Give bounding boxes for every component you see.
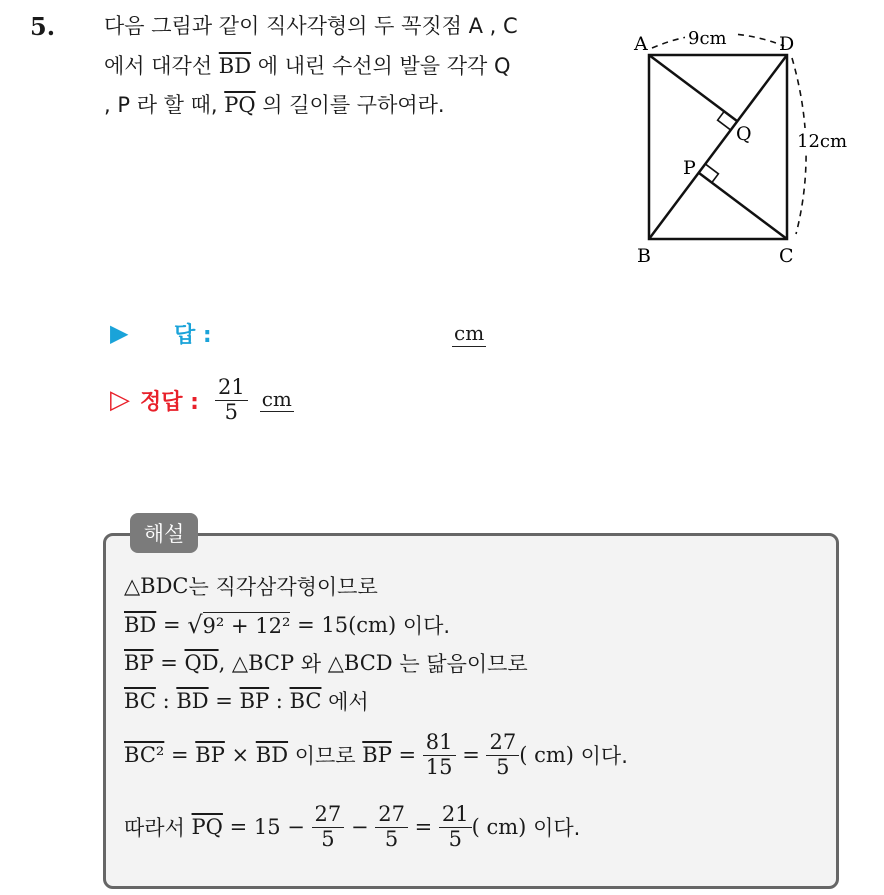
segment-pq: $\overline{PQ}$ <box>191 815 223 839</box>
times: × <box>224 743 256 767</box>
fraction-numerator: 81 <box>423 731 456 755</box>
solution-tab: 해설 <box>130 513 198 553</box>
solution-text: 이다. <box>396 614 451 638</box>
rectangle-figure <box>620 20 880 280</box>
solution-line-1 <box>124 570 378 602</box>
fraction-81-15 <box>423 731 456 778</box>
question-number: 5. <box>30 12 56 41</box>
fraction-denominator: 5 <box>224 399 239 424</box>
question-text: 의 길이를 구하여라. <box>255 93 445 117</box>
segment-bp: $\overline{BP}$ <box>124 651 154 675</box>
point-label-q: Q <box>736 123 752 145</box>
diagonal-bd <box>649 55 787 239</box>
correct-arrow-icon: ▷ <box>110 385 130 415</box>
solution-text: 는 직각삼각형이므로 <box>188 575 378 599</box>
vertex-label-d: D <box>779 33 795 55</box>
triangle-bcp: , △BCP <box>218 651 295 675</box>
solution-line-2 <box>124 608 450 642</box>
solution-text: 와 <box>294 652 328 676</box>
unit: ( cm) <box>519 743 574 767</box>
result: = 15(cm) <box>290 613 397 637</box>
fraction-27-5 <box>486 731 519 778</box>
answer-arrow-icon: ▶ <box>110 319 129 347</box>
equals: = <box>153 651 185 675</box>
segment-bd: $\overline{BD}$ <box>255 743 289 767</box>
solution-text: 에서 <box>321 690 369 714</box>
expression: = 15 − <box>222 815 312 839</box>
segment-bp: $\overline{BP}$ <box>362 743 392 767</box>
equals: = <box>156 613 188 637</box>
segment-bc: $\overline{BC}$ <box>289 689 322 713</box>
question-line-1: 다음 그림과 같이 직사각형의 두 꼭짓점 A , C <box>104 14 518 38</box>
segment-bp: $\overline{BP}$ <box>195 743 225 767</box>
fraction-denominator: 5 <box>384 826 399 851</box>
correct-label: 정답 : <box>140 389 199 415</box>
point-label-p: P <box>683 157 696 179</box>
fraction-denominator: 15 <box>425 754 453 779</box>
correct-fraction <box>215 376 248 423</box>
correct-answer-row <box>110 370 294 430</box>
fraction-numerator: 27 <box>486 731 519 755</box>
question-line-3 <box>104 91 445 119</box>
question-text: 에서 대각선 <box>104 54 219 78</box>
segment-bc: $\overline{BC}$ <box>124 689 156 713</box>
fraction-numerator: 27 <box>375 803 408 827</box>
fraction-numerator: 21 <box>439 803 472 827</box>
answer-blank <box>452 322 486 344</box>
minus: − <box>344 815 376 839</box>
equals: = <box>164 743 196 767</box>
segment-bc-squared: BC² <box>124 743 165 767</box>
fraction-denominator: 5 <box>448 826 462 851</box>
segment-qd: $\overline{QD}$ <box>184 651 219 675</box>
equals: = <box>208 689 240 713</box>
solution-line-6 <box>124 796 580 858</box>
solution-text: 는 닮음이므로 <box>392 652 528 676</box>
solution-text: 이다. <box>573 744 628 768</box>
question-text: , P 라 할 때, <box>104 93 225 117</box>
answer-unit: cm <box>454 321 485 345</box>
fraction-numerator: 27 <box>312 803 345 827</box>
equals: = <box>407 815 439 839</box>
solution-text: 이다. <box>526 816 581 840</box>
vertex-label-b: B <box>637 245 651 267</box>
equals: = <box>455 743 487 767</box>
vertex-label-a: A <box>634 33 648 55</box>
answer-label: 답 : <box>174 322 212 348</box>
segment-pq: $\overline{PQ}$ <box>224 93 256 117</box>
segment-bd: $\overline{BD}$ <box>124 613 157 637</box>
sqrt-icon: √ <box>187 611 203 639</box>
triangle-bdc: △BDC <box>124 574 189 598</box>
fraction-27-5 <box>312 803 345 850</box>
triangle-bcd: △BCD <box>327 651 393 675</box>
segment-bd: $\overline{BD}$ <box>176 689 209 713</box>
solution-text: 이므로 <box>288 744 363 768</box>
radicand: 9² + 12² <box>202 614 291 638</box>
question-line-2 <box>104 52 511 80</box>
answer-row <box>110 318 212 348</box>
ratio-colon: : <box>269 689 290 713</box>
question-text: 에 내린 수선의 발을 각각 Q <box>251 54 511 78</box>
solution-line-3 <box>124 646 528 680</box>
solution-text: 따라서 <box>124 816 192 840</box>
correct-unit: cm <box>261 387 292 411</box>
segment-bp: $\overline{BP}$ <box>239 689 270 713</box>
equals: = <box>391 743 423 767</box>
solution-line-5 <box>124 724 628 786</box>
fraction-27-5 <box>375 803 408 850</box>
dimension-right: 12cm <box>797 131 848 152</box>
segment-bd: $\overline{BD}$ <box>218 54 252 78</box>
solution-line-4 <box>124 684 369 718</box>
fraction-denominator: 5 <box>496 754 510 779</box>
ratio-colon: : <box>155 689 177 713</box>
vertex-label-c: C <box>779 245 794 267</box>
fraction-numerator: 21 <box>215 376 248 400</box>
fraction-21-5 <box>439 803 472 850</box>
unit: ( cm) <box>471 815 527 839</box>
dimension-top: 9cm <box>688 28 727 49</box>
fraction-denominator: 5 <box>321 826 335 851</box>
